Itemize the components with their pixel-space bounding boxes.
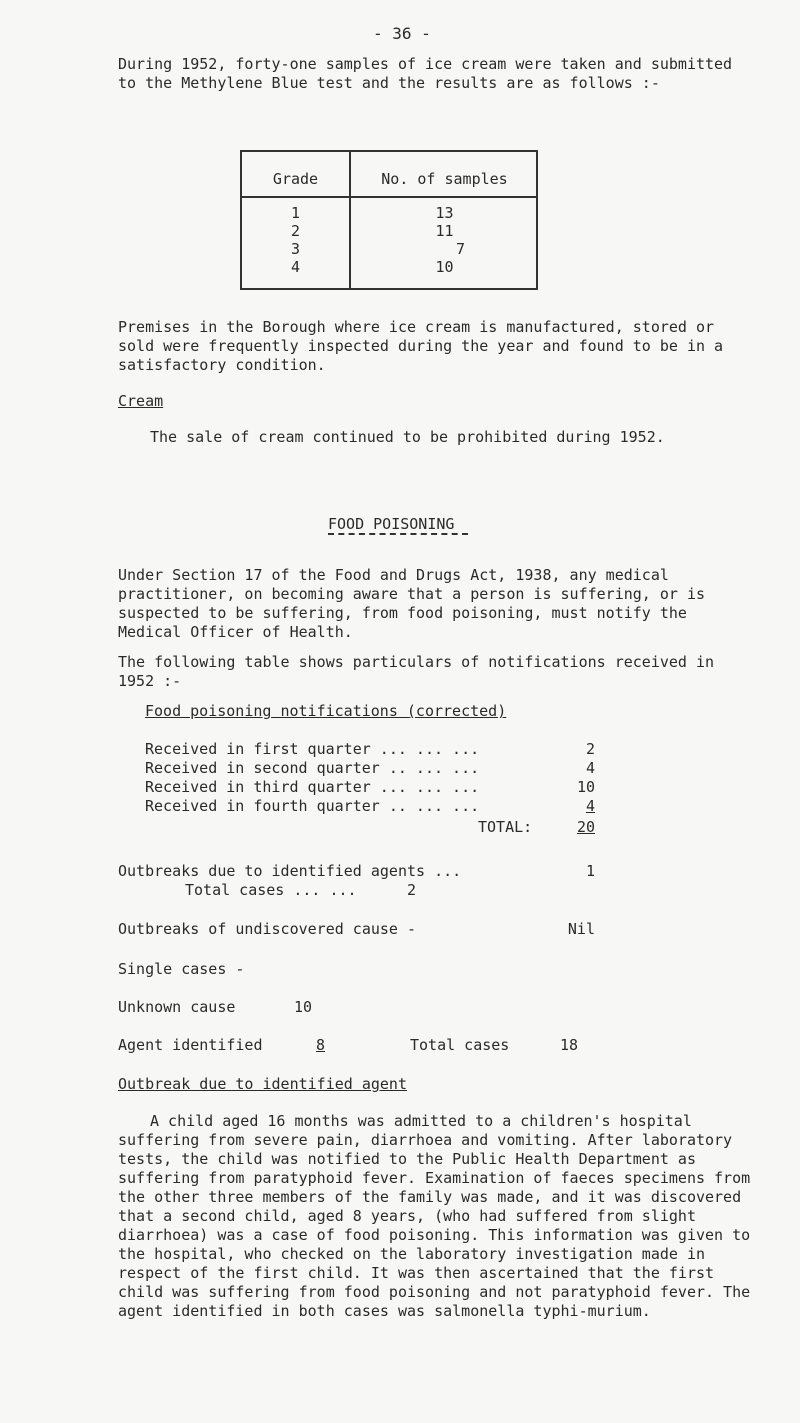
outbreak-heading: Outbreak due to identified agent xyxy=(118,1075,407,1093)
table-cell: 13 xyxy=(435,204,454,222)
list-item-value: 4 xyxy=(585,759,595,777)
total-cases-value: 2 xyxy=(407,881,417,899)
single-cases-label: Single cases - xyxy=(118,960,245,978)
table-cell: 3 xyxy=(290,240,301,258)
list-item: Received in first quarter ... ... ... xyxy=(145,740,480,758)
agent-identified-value: 8 xyxy=(316,1036,326,1054)
samples-header: No. of samples xyxy=(381,170,508,188)
food-poisoning-heading: FOOD POISONING xyxy=(328,515,455,533)
section-paragraph: Under Section 17 of the Food and Drugs Act, 1938, any medical practitioner, on becoming aware that a person is suffering, or is suspected to be suffering, from food poisoning, must notify the Medical Officer of Health. xyxy=(118,566,705,641)
cream-heading: Cream xyxy=(118,392,164,410)
cream-paragraph: The sale of cream continued to be prohibited during 1952. xyxy=(150,428,665,446)
table-cell: 4 xyxy=(290,258,301,276)
list-item: Received in third quarter ... ... ... xyxy=(145,778,480,796)
total-value: 20 xyxy=(576,818,595,836)
page-number: - 36 - xyxy=(373,24,431,43)
premises-paragraph: Premises in the Borough where ice cream is manufactured, stored or sold were frequently inspected during the year and found to be in a satisfactory condition. xyxy=(118,318,724,374)
outbreaks-undiscovered-label: Outbreaks of undiscovered cause - xyxy=(118,920,417,938)
agent-identified-label: Agent identified xyxy=(118,1036,263,1054)
total-label: TOTAL: xyxy=(478,818,533,836)
table-cell: 1 xyxy=(290,204,301,222)
list-item-value: 10 xyxy=(576,778,595,796)
outbreaks-identified-value: 1 xyxy=(585,862,595,880)
table-intro-paragraph: The following table shows particulars of notifications received in 1952 :- xyxy=(118,653,715,690)
table-cell: 2 xyxy=(290,222,301,240)
intro-paragraph: During 1952, forty-one samples of ice cream were taken and submitted to the Methylene Blue test and the results are as follows :- xyxy=(118,55,733,92)
outbreaks-identified-label: Outbreaks due to identified agents ... xyxy=(118,862,462,880)
table-cell: 11 xyxy=(435,222,454,240)
list-item-value: 4 xyxy=(585,797,595,815)
table-cell: 7 xyxy=(455,240,466,258)
grade-table xyxy=(240,150,538,290)
outbreaks-undiscovered-value: Nil xyxy=(567,920,595,938)
list-item: Received in second quarter .. ... ... xyxy=(145,759,480,777)
outbreak-paragraph: A child aged 16 months was admitted to a children's hospital suffering from severe pain, diarrhoea and vomiting. After laboratory tests, the child was notified to the Public Health Department as suffering from paratyphoid fever. Examination of faeces specimens from the other three members of the family was made, and it was discovered that a second child, aged 8 years, (who had suffered from slight diarrhoea) was a case of food poisoning. This information was given to the hospital, who checked on the laboratory investigation made in respect of the first child. It was then ascertained that the first child was suffering from food poisoning and not paratyphoid fever. The agent identified in both cases was salmonella typhi-murium. xyxy=(118,1112,751,1320)
table-cell: 10 xyxy=(435,258,454,276)
total-cases-2-label: Total cases xyxy=(410,1036,510,1054)
list-item: Received in fourth quarter .. ... ... xyxy=(145,797,480,815)
unknown-cause-label: Unknown cause xyxy=(118,998,236,1016)
notifications-heading: Food poisoning notifications (corrected) xyxy=(145,702,507,720)
unknown-cause-value: 10 xyxy=(294,998,313,1016)
grade-header: Grade xyxy=(272,170,319,188)
heading-underline xyxy=(328,533,468,535)
list-item-value: 2 xyxy=(585,740,595,758)
total-cases-label: Total cases ... ... xyxy=(185,881,357,899)
total-cases-2-value: 18 xyxy=(560,1036,579,1054)
